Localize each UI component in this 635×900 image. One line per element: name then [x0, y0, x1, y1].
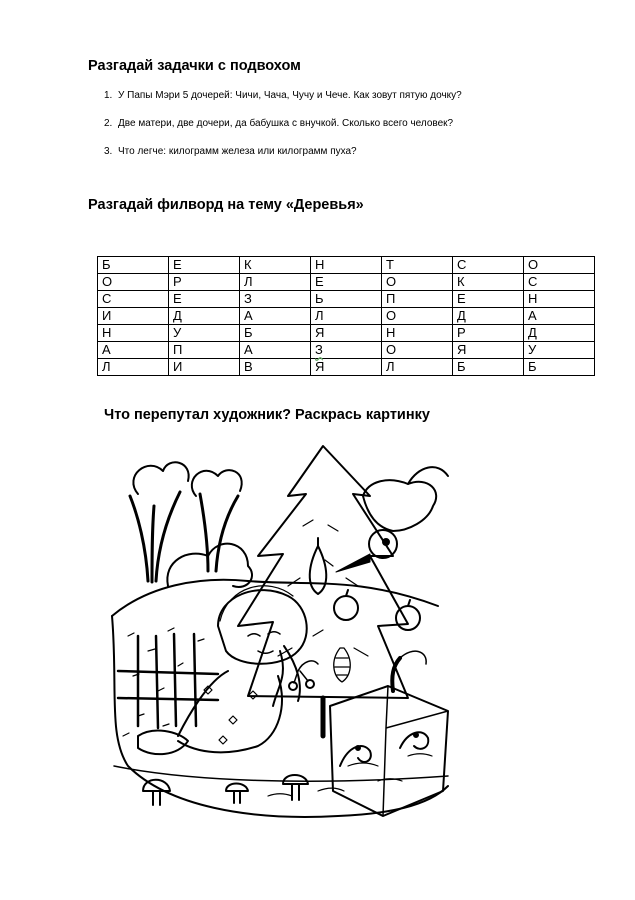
riddle-text: У Папы Мэри 5 дочерей: Чичи, Чача, Чучу и Чече. Как зовут пятую дочку? [118, 90, 462, 101]
grid-cell: Т [382, 257, 453, 274]
grid-cell: Е [169, 257, 240, 274]
grid-cell: О [382, 274, 453, 291]
grid-cell: К [453, 274, 524, 291]
grid-cell: Д [453, 308, 524, 325]
grid-cell: С [98, 291, 169, 308]
grid-cell: Д [169, 308, 240, 325]
grid-cell: Л [240, 274, 311, 291]
grid-cell: Л [382, 359, 453, 376]
list-item: 1. У Папы Мэри 5 дочерей: Чичи, Чача, Чучу и Чече. Как зовут пятую дочку? [104, 90, 462, 101]
table-row [98, 325, 595, 342]
riddles-heading: Разгадай задачки с подвохом [88, 58, 301, 74]
table-row [98, 257, 595, 274]
grid-cell: Е [311, 274, 382, 291]
grid-cell: Я [453, 342, 524, 359]
grid-cell: С [524, 274, 595, 291]
table-row [98, 342, 595, 359]
grid-cell: У [524, 342, 595, 359]
grid-cell: К [240, 257, 311, 274]
grid-cell: Е [453, 291, 524, 308]
grid-cell: А [98, 342, 169, 359]
table-row [98, 291, 595, 308]
grid-cell: З [311, 342, 382, 359]
coloring-picture-icon [108, 436, 454, 828]
grid-cell: Я [311, 359, 382, 376]
grid-cell: И [169, 359, 240, 376]
grid-cell: Н [311, 257, 382, 274]
grid-cell: Л [98, 359, 169, 376]
grid-cell: С [453, 257, 524, 274]
riddle-text: Что легче: килограмм железа или килограмм пуха? [118, 146, 357, 157]
grid-cell: З [240, 291, 311, 308]
grid-cell: О [382, 308, 453, 325]
grid-cell: Б [240, 325, 311, 342]
grid-cell: А [240, 342, 311, 359]
grid-cell: Л [311, 308, 382, 325]
grid-cell: И [98, 308, 169, 325]
grid-cell: А [240, 308, 311, 325]
grid-cell: Р [169, 274, 240, 291]
grid-cell: О [524, 257, 595, 274]
grid-cell: У [169, 325, 240, 342]
grid-cell: П [382, 291, 453, 308]
coloring-heading: Что перепутал художник? Раскрась картинку [104, 407, 430, 423]
grid-cell: Н [524, 291, 595, 308]
grid-cell: Я [311, 325, 382, 342]
grid-cell: Р [453, 325, 524, 342]
grid-cell: Е [169, 291, 240, 308]
grid-cell: Д [524, 325, 595, 342]
riddle-text: Две матери, две дочери, да бабушка с внучкой. Сколько всего человек? [118, 118, 454, 129]
grid-cell: Ь [311, 291, 382, 308]
grid-cell: П [169, 342, 240, 359]
grid-cell: Б [98, 257, 169, 274]
grid-cell: О [98, 274, 169, 291]
wordsearch-grid [97, 256, 595, 376]
riddles-list [104, 90, 462, 174]
table-row [98, 274, 595, 291]
grid-cell: А [524, 308, 595, 325]
table-row [98, 359, 595, 376]
grid-cell: Б [524, 359, 595, 376]
list-item: 3. Что легче: килограмм железа или килограмм пуха? [104, 146, 357, 157]
grid-cell: В [240, 359, 311, 376]
wordsearch-heading: Разгадай филворд на тему «Деревья» [88, 197, 364, 213]
grid-cell: Б [453, 359, 524, 376]
grid-cell: Н [98, 325, 169, 342]
grid-cell: О [382, 342, 453, 359]
table-row [98, 308, 595, 325]
grid-cell: Н [382, 325, 453, 342]
list-item: 2. Две матери, две дочери, да бабушка с внучкой. Сколько всего человек? [104, 118, 454, 129]
